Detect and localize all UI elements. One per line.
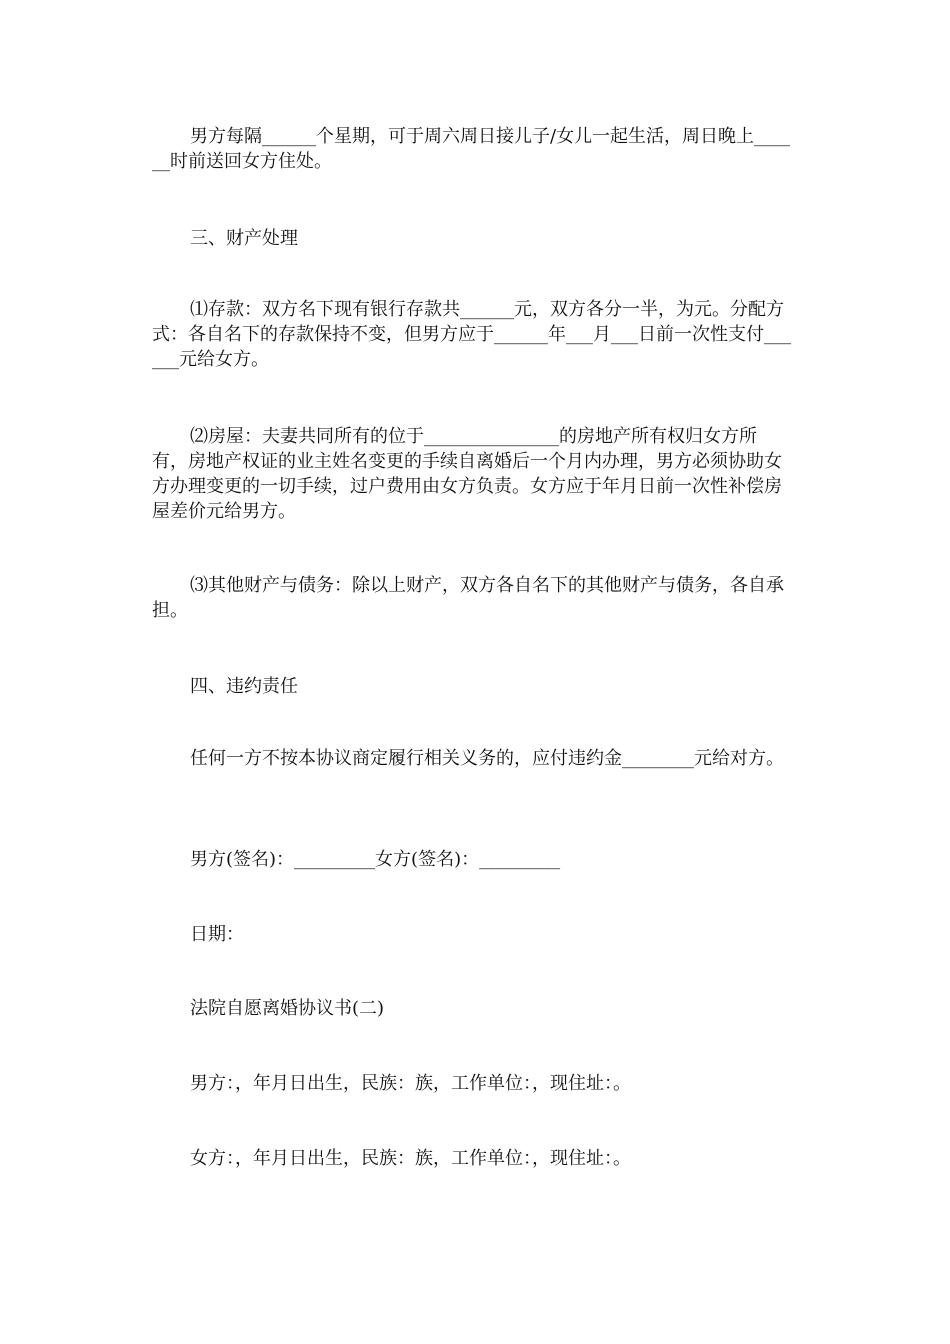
deposit-paragraph: ⑴存款：双方名下现有银行存款共______元，双方各分一半，为元。分配方式：各自名下的存款保持不变，但男方应于______年___月___日前一次性支付______元给女方。 <box>152 299 791 370</box>
date-line: 日期： <box>190 924 244 945</box>
breach-paragraph: 任何一方不按本协议商定履行相关义务的，应付违约金________元给对方。 <box>190 748 784 769</box>
male-party-info: 男方：，年月日出生，民族：族，工作单位：，现住址：。 <box>190 1073 631 1094</box>
other-assets-paragraph: ⑶其他财产与债务：除以上财产，双方各自名下的其他财产与债务，各自承担。 <box>152 575 784 621</box>
signature-line: 男方(签名)：_________女方(签名)：_________ <box>190 849 561 870</box>
female-party-info: 女方：，年月日出生，民族：族，工作单位：，现住址：。 <box>190 1148 631 1169</box>
section-heading-property: 三、财产处理 <box>190 228 298 249</box>
house-paragraph: ⑵房屋：夫妻共同所有的位于_______________的房地产所有权归女方所有，房地产权证的业主姓名变更的手续自离婚后一个月内办理，男方必须协助女方办理变更的一切手续，过户费用由女方负责。女方应于年月日前一次性补偿房屋差价元给男方。 <box>152 426 782 522</box>
visitation-paragraph: 男方每隔______个星期，可于周六周日接儿子/女儿一起生活，周日晚上______时前送回女方住处。 <box>152 126 791 172</box>
section-heading-breach: 四、违约责任 <box>190 676 298 697</box>
agreement-title-2: 法院自愿离婚协议书(二) <box>190 998 385 1019</box>
